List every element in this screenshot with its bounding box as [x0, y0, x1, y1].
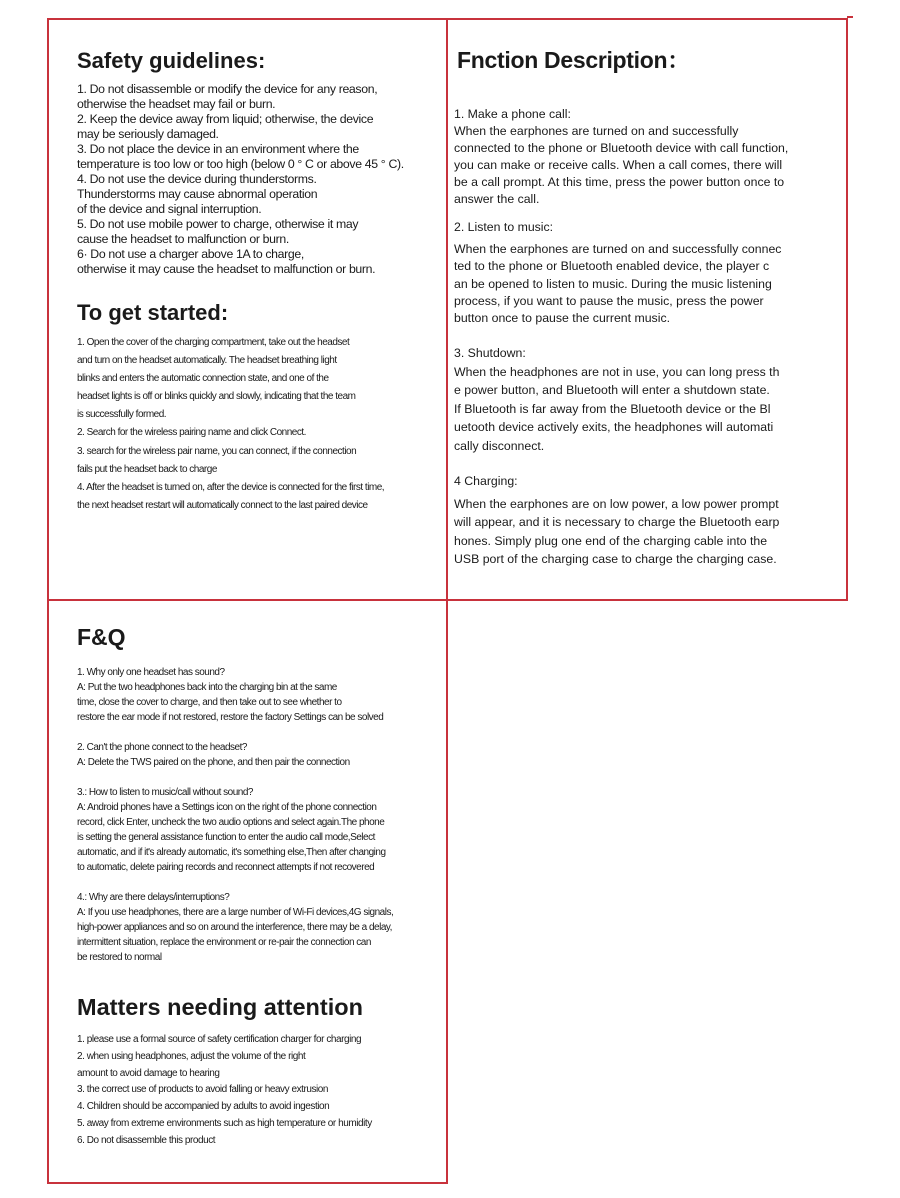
function-title: Fnction Description： [457, 47, 690, 73]
faq-line: is setting the general assistance function to enter the audio call mode,Select [77, 832, 375, 843]
function-line: uetooth device actively exits, the headphones will automati [454, 420, 774, 434]
faq-line: time, close the cover to charge, and then take out to see whether to [77, 697, 342, 708]
started-line: 3. search for the wireless pair name, you can connect, if the connection [77, 445, 357, 457]
safety-line: 3. Do not place the device in an environment where the [77, 142, 359, 156]
started-line: and turn on the headset automatically. The headset breathing light [77, 355, 337, 367]
faq-item [77, 890, 393, 965]
faq-line: 3.: How to listen to music/call without sound? [77, 787, 253, 798]
function-line: When the earphones are turned on and successfully [454, 123, 739, 138]
function-panel [446, 18, 848, 601]
function-line: cally disconnect. [454, 438, 545, 453]
function-section-body [454, 241, 849, 327]
faq-line: to automatic, delete pairing records and reconnect attempts if not recovered [77, 862, 375, 873]
function-line: When the earphones are on low power, a low power prompt [454, 496, 779, 511]
function-section-heading: 2. Listen to music: [454, 220, 554, 234]
faq-line: be restored to normal [77, 952, 162, 963]
safety-line: Thunderstorms may cause abnormal operation [77, 187, 318, 201]
safety-line: 1. Do not disassemble or modify the device for any reason, [77, 82, 378, 96]
started-line: 2. Search for the wireless pairing name and click Connect. [77, 427, 306, 439]
faq-item [77, 740, 350, 770]
function-section-heading: 1. Make a phone call: [454, 107, 571, 121]
faq-line: A: If you use headphones, there are a large number of Wi-Fi devices,4G signals, [77, 907, 394, 918]
function-section-heading: 4 Charging: [454, 474, 518, 488]
function-section-heading: 3. Shutdown: [454, 346, 526, 360]
faq-line: A: Put the two headphones back into the charging bin at the same [77, 682, 337, 693]
faq-panel [47, 599, 448, 1184]
attention-line: 3. the correct use of products to avoid falling or heavy extrusion [77, 1084, 329, 1096]
safety-line: temperature is too low or too high (below 0 ° C or above 45 ° C). [77, 157, 404, 171]
started-line: is successfully formed. [77, 409, 167, 421]
attention-line: 2. when using headphones, adjust the volume of the right [77, 1050, 306, 1062]
started-line: 4. After the headset is turned on, after the device is connected for the first time, [77, 481, 385, 493]
started-list [77, 334, 447, 515]
safety-panel [47, 18, 448, 601]
started-line: fails put the headset back to charge [77, 463, 217, 475]
function-line: When the earphones are turned on and successfully connec [454, 242, 782, 257]
function-line: answer the call. [454, 191, 540, 206]
faq-line: intermittent situation, replace the environment or re-pair the connection can [77, 937, 371, 948]
faq-title: F&Q [77, 624, 126, 650]
faq-line: record, click Enter, uncheck the two audio options and select again.The phone [77, 817, 385, 828]
attention-line: 1. please use a formal source of safety certification charger for charging [77, 1034, 362, 1045]
attention-title: Matters needing attention [77, 994, 363, 1020]
safety-line: may be seriously damaged. [77, 127, 219, 141]
safety-line: 6· Do not use a charger above 1A to charge, [77, 247, 304, 261]
safety-line: 4. Do not use the device during thunderstorms. [77, 172, 317, 186]
faq-item [77, 785, 386, 875]
safety-line: cause the headset to malfunction or burn. [77, 232, 289, 246]
function-section-call [454, 106, 849, 208]
safety-line: 2. Keep the device away from liquid; otherwise, the device [77, 112, 374, 126]
attention-line: 5. away from extreme environments such as high temperature or humidity [77, 1117, 372, 1129]
safety-list [77, 82, 445, 277]
function-line: be a call prompt. At this time, press the power button once to [454, 174, 785, 189]
attention-line: 4. Children should be accompanied by adults to avoid ingestion [77, 1101, 330, 1113]
started-line: 1. Open the cover of the charging compartment, take out the headset [77, 337, 350, 348]
function-section-music [454, 219, 849, 327]
function-line: button once to pause the current music. [454, 311, 671, 326]
function-line: USB port of the charging case to charge the charging case. [454, 552, 777, 567]
safety-line: otherwise it may cause the headset to malfunction or burn. [77, 262, 376, 276]
function-line: e power button, and Bluetooth will enter a shutdown state. [454, 383, 770, 397]
function-section-shutdown [454, 344, 849, 455]
started-line: headset lights is off or blinks quickly and slowly, indicating that the team [77, 391, 356, 403]
function-section-body [454, 123, 849, 208]
function-line: If Bluetooth is far away from the Bluetooth device or the Bl [454, 401, 771, 416]
started-line: the next headset restart will automatically connect to the last paired device [77, 499, 368, 511]
function-line: you can make or receive calls. When a call comes, there will [454, 157, 783, 172]
faq-line: restore the ear mode if not restored, restore the factory Settings can be solved [77, 712, 384, 723]
function-line: an be opened to listen to music. During the music listening [454, 276, 772, 291]
faq-line: 1. Why only one headset has sound? [77, 667, 225, 678]
faq-item [77, 665, 383, 725]
faq-line: 4.: Why are there delays/interruptions? [77, 892, 230, 903]
function-section-body [454, 495, 849, 569]
faq-line: A: Delete the TWS paired on the phone, and then pair the connection [77, 757, 350, 768]
function-section-body [454, 363, 849, 456]
function-line: connected to the phone or Bluetooth device with call function, [454, 140, 789, 155]
faq-line: high-power appliances and so on around the interference, there may be a delay, [77, 922, 392, 933]
faq-line: 2. Can't the phone connect to the headset? [77, 742, 247, 753]
safety-line: of the device and signal interruption. [77, 202, 262, 216]
function-line: When the headphones are not in use, you can long press th [454, 364, 780, 379]
function-section-charging [454, 472, 849, 569]
function-line: hones. Simply plug one end of the charging cable into the [454, 533, 768, 548]
safety-line: 5. Do not use mobile power to charge, otherwise it may [77, 217, 359, 231]
function-line: will appear, and it is necessary to charge the Bluetooth earp [454, 515, 780, 530]
started-title: To get started: [77, 300, 229, 325]
faq-line: automatic, and if it's already automatic, it's something else,Then after changing [77, 847, 386, 858]
safety-title: Safety guidelines: [77, 48, 266, 73]
attention-line: amount to avoid damage to hearing [77, 1067, 220, 1079]
function-line: process, if you want to pause the music, press the power [454, 293, 764, 308]
attention-line: 6. Do not disassemble this product [77, 1134, 216, 1146]
started-line: blinks and enters the automatic connection state, and one of the [77, 373, 329, 385]
attention-list [77, 1032, 372, 1150]
function-line: ted to the phone or Bluetooth enabled device, the player c [454, 259, 770, 274]
faq-line: A: Android phones have a Settings icon on the right of the phone connection [77, 802, 377, 813]
safety-line: otherwise the headset may fail or burn. [77, 97, 276, 111]
